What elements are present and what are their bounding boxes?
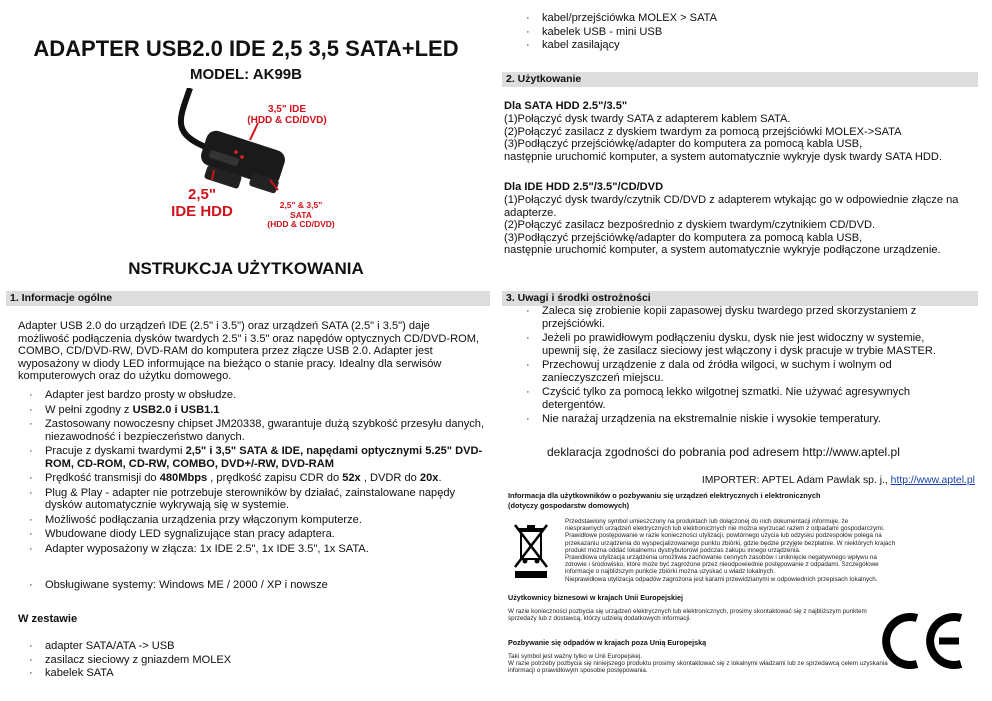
biz-body <box>508 608 868 622</box>
label-ide35 <box>232 104 342 126</box>
weee-title-line2: (dotyczy gospodarstw domowych) <box>508 500 630 510</box>
ide-title: Dla IDE HDD 2.5"/3.5"/CD/DVD <box>504 181 664 193</box>
sata-title: Dla SATA HDD 2.5"/3.5" <box>504 100 628 112</box>
warnings-list <box>524 305 964 428</box>
nonEU-body-line: W razie potrzeby pozbycia się niniejszego produktu prosimy skontaktować się z lokalnymi władzami lub ze sprzedawcą celem uzyskania <box>508 660 888 668</box>
ide-step: (1)Połączyć dysk twardy/czytnik CD/DVD z adapterem wtykając go w odpowiednie złącze na adapterze. <box>504 194 959 219</box>
weee-body-line: Prawidłowa utylizacja urządzenia umożliwia zachowanie cennych zasobów i uniknięcie negatywnego wpływu na <box>565 554 877 562</box>
warning-item: · Jeżeli po prawidłowym podłączeniu dysku, dysk nie jest widoczny w systemie, upewnij się, że zasilacz sieciowy jest włączony i dysk pracuje w trybie MASTER. <box>524 332 964 357</box>
weee-bin-icon <box>511 521 551 581</box>
kit-list-left <box>27 640 467 681</box>
kit-item: · kabel zasilający <box>524 39 964 52</box>
ide-step: (2)Połączyć zasilacz bezpośrednio z dyskiem twardym/czytnikiem CD/DVD. <box>504 219 876 231</box>
weee-body-line: Nieprawidłowa utylizacja odpadów zagrożona jest karami przewidzianymi w odpowiednich przepisach lokalnych. <box>565 575 878 583</box>
sata-step: (1)Połączyć dysk twardy SATA z adapterem kablem SATA. <box>504 113 791 125</box>
led-indicator <box>234 150 237 153</box>
section1-intro: Adapter USB 2.0 do urządzeń IDE (2.5" i 3.5") oraz urządzeń SATA (2.5" i 3.5") daje możliwość podłączenia dysków twardych 2.5" i 3.5" oraz napędów optycznych CD/DVD-ROM, COMBO, CD/DVD-RW, DVD-RAM do komputera przez złącze USB 2.0. Adapter jest wyposażony w diody LED informujące na bieżąco o stanie pracy. Idealny dla serwisów komputerowych oraz do użytku domowego. <box>18 320 480 382</box>
weee-body <box>565 518 975 583</box>
importer-link[interactable]: http://www.aptel.pl <box>890 475 975 486</box>
feature-item: · W pełni zgodny z USB2.0 i USB1.1 <box>27 404 487 417</box>
feature-item: · Wbudowane diody LED sygnalizujące stan pracy adaptera. <box>27 528 487 541</box>
warning-item: · Zaleca się zrobienie kopii zapasowej dysku twardego przed skorzystaniem z przejściówki. <box>524 305 964 330</box>
weee-title-line1: Informacja dla użytkowników o pozbywaniu się urządzeń elektrycznych i elektronicznych <box>508 491 821 500</box>
label-ide25 <box>153 186 251 220</box>
sata-step: (3)Podłączyć przejściówkę/adapter do komputera za pomocą kabla USB, <box>504 138 863 150</box>
weee-body-line: Przedstawiony symbol umieszczony na produktach lub dołączonej do nich dokumentacji informuje, że <box>565 518 849 525</box>
kit-item: · kabel/przejściówka MOLEX > SATA <box>524 12 964 25</box>
usb-cable <box>181 88 208 148</box>
kit-item: · kabelek USB - mini USB <box>524 26 964 39</box>
label-sata-line3: (HDD & CD/DVD) <box>267 219 335 229</box>
feature-item: · Zastosowany nowoczesny chipset JM20338, gwarantuje dużą szybkość przesyłu danych, niezawodność i bezpieczeństwo danych. <box>27 418 487 443</box>
ide-step: (3)Podłączyć przejściówkę/adapter do komputera za pomocą kabla USB, <box>504 231 863 244</box>
declaration-text: deklaracja zgodności do pobrania pod adresem http://www.aptel.pl <box>547 445 900 459</box>
feature-item: · Pracuje z dyskami twardymi 2,5" i 3,5" SATA & IDE, napędami optycznymi 5.25" DVD-ROM, CD-ROM, CD-RW, COMBO, DVD+/-RW, DVD-RAM <box>27 445 487 470</box>
sata-step: (2)Połączyć zasilacz z dyskiem twardym za pomocą przejściówki MOLEX->SATA <box>504 125 902 138</box>
ide-step: następnie uruchomić komputer, a system automatycznie wykryje podłączone urządzenie. <box>504 244 941 256</box>
kit-list-right <box>524 12 964 53</box>
biz-body-line: W razie konieczności pozbycia się urządzeń elektrycznych lub elektronicznych, prosimy skontaktować się z najbliższym punktem <box>508 608 867 615</box>
warning-item: · Nie narażaj urządzenia na ekstremalnie niskie i wysokie temperatury. <box>524 413 964 426</box>
kit-item: · kabelek SATA <box>27 667 467 680</box>
feature-item: · Adapter wyposażony w złącza: 1x IDE 2.5", 1x IDE 3.5", 1x SATA. <box>27 543 487 556</box>
feature-item: · Możliwość podłączania urządzenia przy włączonym komputerze. <box>27 514 487 527</box>
os-list <box>27 579 487 594</box>
section2-heading: 2. Użytkowanie <box>502 72 978 87</box>
label-sata <box>253 201 349 230</box>
kit-heading: W zestawie <box>18 613 78 625</box>
weee-body-line: produkt można oddać lokalnemu dystrybutorowi podczas zakupu innego urządzenia. <box>565 546 801 554</box>
biz-body-line: sprzedaży lub z dostawcą, którzy udzielą dodatkowych informacji. <box>508 615 692 623</box>
sata-step: następnie uruchomić komputer, a system automatycznie wykryje dysk twardy SATA HDD. <box>504 150 942 163</box>
label-sata-line1: 2,5" & 3,5" <box>279 200 323 210</box>
label-ide25-line2: IDE HDD <box>171 203 233 220</box>
os-item: · Obsługiwane systemy: Windows ME / 2000 / XP i nowsze <box>27 579 487 592</box>
ide-steps <box>504 194 976 257</box>
label-sata-line2: SATA <box>290 209 312 220</box>
section3-heading: 3. Uwagi i środki ostrożności <box>502 291 978 306</box>
nonEU-body-line: informacji o prawidłowym sposobie postępowania. <box>508 667 648 675</box>
biz-title: Użytkownicy biznesowi w krajach Unii Europejskiej <box>508 593 683 602</box>
nonEU-title: Pozbywanie się odpadów w krajach poza Unią Europejską <box>508 638 707 647</box>
feature-item: · Adapter jest bardzo prosty w obsłudze. <box>27 389 487 402</box>
model-number: MODEL: AK99B <box>190 66 302 83</box>
kit-item: · adapter SATA/ATA -> USB <box>27 640 467 653</box>
nonEU-body <box>508 653 888 675</box>
feature-item: · Plug & Play - adapter nie potrzebuje sterowników by działać, zainstalowane napędy dysków automatycznie wykrywają się w systemie. <box>27 487 487 512</box>
weee-body-line: Prawidłowe postępowanie w razie konieczności utylizacji, powtórnego użycia lub odzysku podzespołów polega na <box>565 532 882 540</box>
label-ide35-line1: 3,5" IDE <box>267 104 307 115</box>
weee-body-line: zdrowie i środowisko, które może być zagrożone przez nieodpowiednie postępowanie z odpadami. Szczegółowe <box>565 561 879 569</box>
weee-body-line: informacje o najbliższym punkcie zbiórki można uzyskać u władz lokalnych. <box>565 568 775 576</box>
sata-steps <box>504 113 980 163</box>
label-ide25-line1: 2,5" <box>188 186 216 203</box>
weee-title <box>508 491 978 510</box>
weee-body-line: przekazaniu urządzenia do wyspecjalizowanego punktu zbiórki, gdzie będzie przyjęte bezpłatnie. W niektórych krajach <box>565 539 896 547</box>
page-title: ADAPTER USB2.0 IDE 2,5 3,5 SATA+LED <box>33 36 459 61</box>
section1-heading: 1. Informacje ogólne <box>6 291 490 306</box>
feature-list <box>27 389 487 557</box>
nonEU-body-line: Taki symbol jest ważny tylko w Unii Europejskej. <box>508 653 643 660</box>
importer-text: IMPORTER: APTEL Adam Pawlak sp. j., <box>701 475 891 486</box>
kit-item: · zasilacz sieciowy z gniazdem MOLEX <box>27 654 467 667</box>
ce-mark-icon <box>879 610 969 672</box>
feature-item: · Prędkość transmisji do 480Mbps , prędkość zapisu CDR do 52x , DVDR do 20x. <box>27 472 487 485</box>
warning-item: · Przechowuj urządzenie z dala od źródła wilgoci, w suchym i wolnym od zanieczyszczeń miejscu. <box>524 359 964 384</box>
importer-line <box>692 475 975 488</box>
weee-body-line: niesprawnych urządzeń elektrycznych lub elektronicznych nie można wyrzucać razem z odpadami gospodarczymi. <box>565 525 885 533</box>
instructions-title: NSTRUKCJA UŻYTKOWANIA <box>128 259 364 278</box>
warning-item: · Czyścić tylko za pomocą lekko wilgotnej szmatki. Nie używać agresywnych detergentów. <box>524 386 964 411</box>
label-ide35-line2: (HDD & CD/DVD) <box>247 115 327 126</box>
